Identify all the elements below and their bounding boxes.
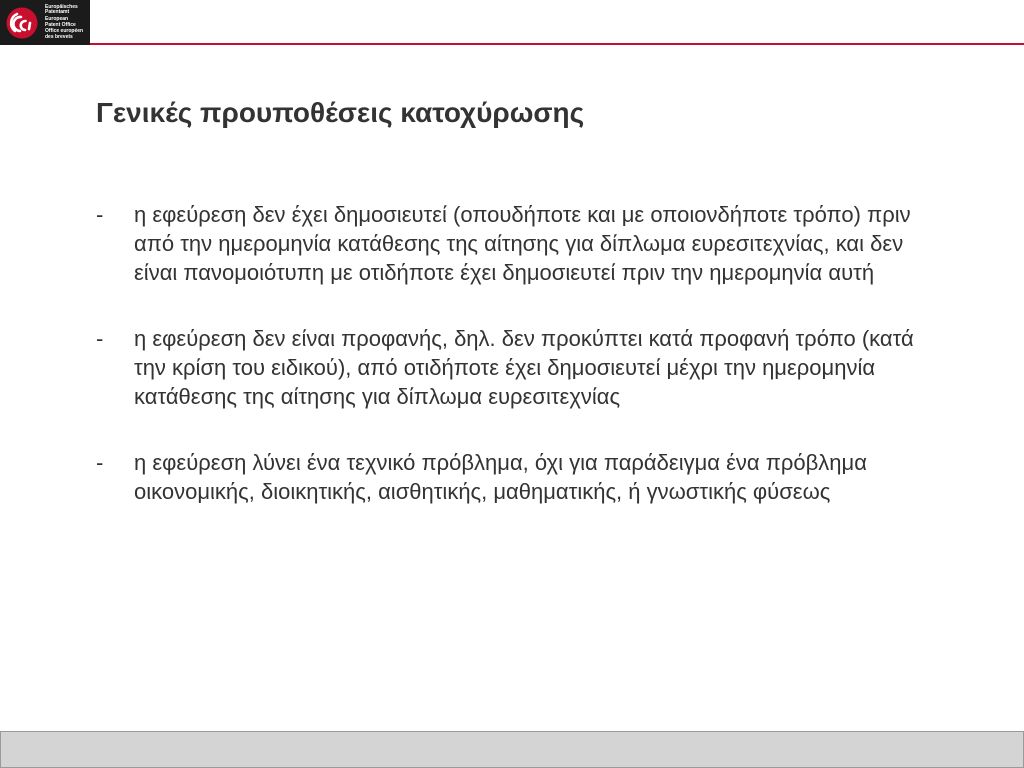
bullet-item <box>96 200 946 287</box>
bullet-item <box>96 448 946 506</box>
logo-line-en-1: European <box>45 16 69 23</box>
logo-line-de-2: Patentamt <box>45 9 70 16</box>
epo-logo-text <box>44 5 83 40</box>
logo-line-fr-1: Office européen <box>45 28 84 35</box>
bullet-text: η εφεύρεση λύνει ένα τεχνικό πρόβλημα, όχι για παράδειγμα ένα πρόβλημα οικονομικής, διοικητικής, αισθητικής, μαθηματικής, ή γνωστικής φύσεως <box>134 450 867 504</box>
bullet-item <box>96 324 946 411</box>
bullet-list <box>96 200 946 543</box>
bullet-marker: - <box>96 326 104 351</box>
logo-line-de-1: Europäisches <box>45 3 78 10</box>
footer-bar <box>0 731 1024 768</box>
bullet-text: η εφεύρεση δεν είναι προφανής, δηλ. δεν προκύπτει κατά προφανή τρόπο (κατά την κρίση του ειδικού), από οτιδήποτε έχει δημοσιευτεί μέχρι την ημερομηνία κατάθεσης της αίτησης για δίπλωμα ευρεσιτεχνίας <box>134 326 914 409</box>
header-divider <box>90 43 1024 45</box>
slide-title: Γενικές προυποθέσεις κατοχύρωσης <box>96 97 585 128</box>
bullet-marker: - <box>96 450 104 475</box>
epo-logo <box>0 0 90 45</box>
logo-line-en-2: Patent Office <box>45 21 76 28</box>
bullet-text: η εφεύρεση δεν έχει δημοσιευτεί (οπουδήποτε και με οποιονδήποτε τρόπο) πριν από την ημερομηνία κατάθεσης της αίτησης για δίπλωμα ευρεσιτεχνίας, και δεν είναι πανομοιότυπη με οτιδήποτε έχει δημοσιευτεί πριν την ημερομηνία αυτή <box>134 202 911 285</box>
bullet-marker: - <box>96 202 104 227</box>
logo-line-fr-2: des brevets <box>45 33 73 40</box>
epo-logo-icon <box>0 0 44 45</box>
